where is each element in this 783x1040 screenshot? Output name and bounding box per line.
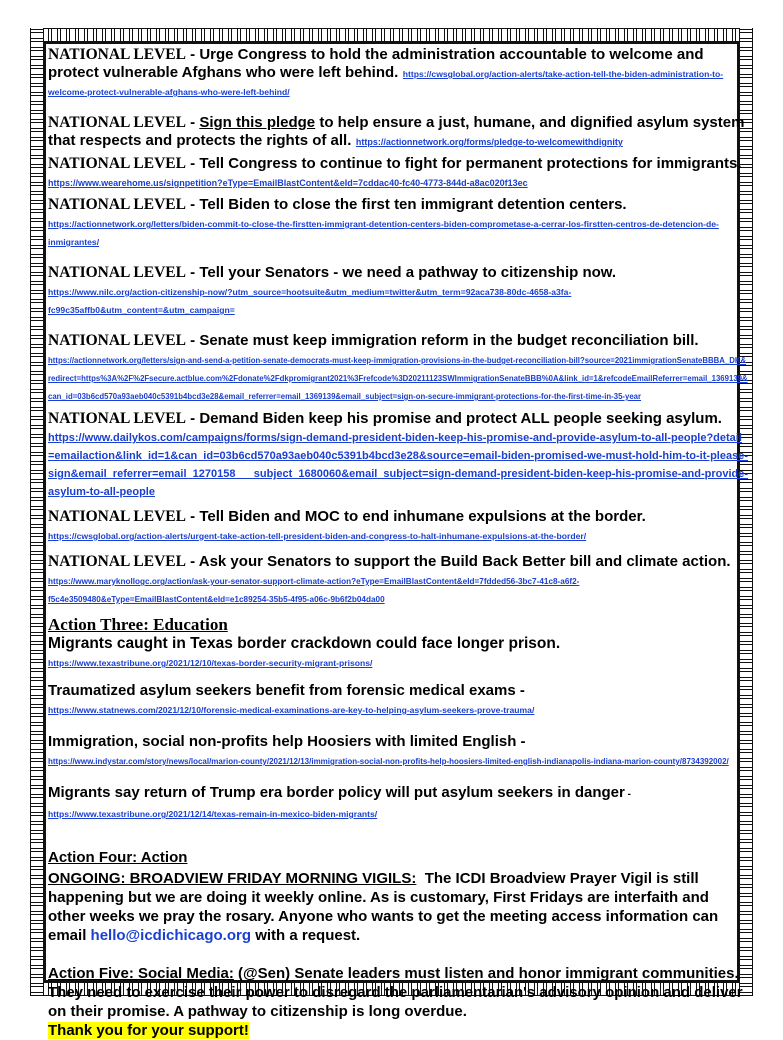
email-link[interactable]: hello@icdichicago.org — [90, 927, 252, 944]
vigil-lead: ONGOING: BROADVIEW FRIDAY MORNING VIGILS: — [48, 870, 417, 887]
item-text: Ask your Senators to support the Build Back Better bill and climate action. — [198, 553, 731, 570]
section-education-title: Action Three: Education — [48, 615, 228, 634]
item-link[interactable]: https://www.wearehome.us/signpetition?eType=EmailBlastContent&eId=7cddac40-fc40-4773-844d-a8ac020f13ec — [48, 178, 528, 188]
level-label: NATIONAL LEVEL — [48, 332, 186, 349]
item-text: Senate must keep immigration reform in the budget reconciliation bill. — [199, 332, 699, 349]
item-link[interactable]: https://cwsglobal.org/action-alerts/take-action-tell-the-biden-administration-to-welcome-protect-vulnerable-afghans-who-were-left-behind/ — [48, 69, 724, 97]
action-item — [48, 508, 748, 544]
separator: - — [185, 332, 200, 349]
item-link[interactable]: https://actionnetwork.org/letters/sign-and-send-a-petition-senate-democrats-must-keep-immigration-provisions-in-the-budget-reconciliation-bill?source=2021immigrationSenateBBBA_DK&redirect=https%3A%2F%2Fsecure.actblue.com%2Fdonate%2Fdkpromigrant2021%3Frefcode%3D20211123SWImmigrationSenateBBB%0A&link_id=1&refcodeEmailReferrer=email_1369139&can_id=03b6cd570a93aeb040c5391b4bcd3e28&email_referrer=email_1369139&email_subject=sign-on-secure-immigrant-protections-for-the-first-time-in-35-year — [48, 356, 748, 401]
vigil-body: The ICDI Broadview Prayer Vigil is still happening but we are doing it weekly online. As is customary, First Fridays are interfaith and other weeks we pray the rosary. Anyone who wants to get the meeting access information can email — [48, 870, 719, 944]
article-link[interactable]: https://www.texastribune.org/2021/12/10/texas-border-security-migrant-prisons/ — [48, 658, 373, 668]
separator: - — [185, 553, 199, 570]
item-text: Demand Biden keep his promise and protect ALL people seeking asylum. — [199, 410, 722, 427]
education-article — [48, 634, 748, 671]
item-link[interactable]: https://cwsglobal.org/action-alerts/urgent-take-action-tell-president-biden-and-congress-to-halt-inhumane-expulsions-at-the-border/ — [48, 531, 587, 541]
social-media-paragraph — [48, 964, 748, 1040]
article-link[interactable]: https://www.indystar.com/story/news/local/marion-county/2021/12/13/immigration-social-non-profits-help-hoosiers-limited-english-indianapolis-indiana-marion-county/8734392002/ — [48, 757, 729, 766]
separator: - — [185, 264, 200, 281]
section-action-four-title: Action Four: Action — [48, 849, 188, 866]
item-link[interactable]: https://www.dailykos.com/campaigns/forms/sign-demand-president-biden-keep-his-promise-and-provide-asylum-to-all-people?detail=emailaction&link_id=1&can_id=03b6cd570a93aeb040c5391b4bcd3e28&source=email-biden-promised-we-must-hold-him-to-it-please-sign&email_referrer=email_1270158___subject_1680060&email_subject=sign-demand-president-biden-keep-his-promise-and-provide-asylum-to-all-people — [48, 432, 749, 498]
item-link[interactable]: https://www.maryknollogc.org/action/ask-your-senator-support-climate-action?eType=EmailBlastContent&eId=7fdded56-3bc7-41c8-a6f2-f5c4e3509480&eType=EmailBlastContent&eId=e1c89254-35b5-4f95-a06c-9b6f2b04da00 — [48, 577, 580, 604]
action-item — [48, 264, 748, 318]
separator: - — [185, 46, 200, 63]
action-item — [48, 332, 748, 404]
action-item — [48, 46, 748, 100]
item-text: Tell your Senators - we need a pathway to citizenship now. — [199, 264, 617, 281]
border-top — [30, 28, 753, 42]
pledge-link[interactable]: Sign this pledge — [199, 114, 316, 131]
separator: - — [185, 508, 200, 525]
education-article — [48, 783, 748, 822]
article-headline: Traumatized asylum seekers benefit from forensic medical exams - — [48, 682, 525, 699]
action-item — [48, 553, 748, 607]
level-label: NATIONAL LEVEL — [48, 508, 186, 525]
education-article — [48, 681, 748, 718]
level-label: NATIONAL LEVEL — [48, 410, 186, 427]
level-label: NATIONAL LEVEL — [48, 553, 186, 570]
item-link[interactable]: https://actionnetwork.org/letters/biden-commit-to-close-the-firstten-immigrant-detention-centers-biden-comprometase-a-cerrar-los-firstten-centros-de-detencion-de-inmigrantes/ — [48, 219, 719, 247]
action-item — [48, 114, 748, 150]
separator: - — [185, 410, 200, 427]
document-body — [48, 46, 748, 1040]
social-media-body: (@Sen) Senate leaders must listen and honor immigrant communities. They need to exercise their power to disregard the parliamentarian's advisory opinion and deliver on their promise. A pathway to citizenship is long overdue. — [48, 965, 743, 1020]
social-media-lead: Action Five: Social Media: — [48, 965, 234, 982]
level-label: NATIONAL LEVEL — [48, 196, 186, 213]
article-headline: Immigration, social non-profits help Hoosiers with limited English - — [48, 733, 526, 750]
level-label: NATIONAL LEVEL — [48, 264, 186, 281]
vigil-tail: with a request. — [255, 927, 361, 944]
item-text: Tell Biden and MOC to end inhumane expulsions at the border. — [199, 508, 646, 525]
article-headline: Migrants say return of Trump era border policy will put asylum seekers in danger — [48, 784, 625, 801]
level-label: NATIONAL LEVEL — [48, 114, 186, 131]
border-left — [30, 28, 44, 996]
action-item — [48, 196, 748, 250]
level-label: NATIONAL LEVEL — [48, 46, 186, 63]
article-tail: - — [624, 789, 631, 800]
item-link[interactable]: https://www.nilc.org/action-citizenship-now/?utm_source=hootsuite&utm_medium=twitter&utm_term=92aca738-80dc-4658-a3fa-fc99c35affb0&utm_content=&utm_campaign= — [48, 287, 572, 315]
level-label: NATIONAL LEVEL — [48, 155, 186, 172]
item-text: Urge Congress to hold the administration accountable to welcome and protect vulnerable Afghans who were left behind. — [48, 46, 704, 81]
item-link[interactable]: https://actionnetwork.org/forms/pledge-to-welcomewithdignity — [355, 137, 623, 147]
action-item — [48, 410, 748, 500]
separator: - — [185, 155, 200, 172]
article-link[interactable]: https://www.statnews.com/2021/12/10/forensic-medical-examinations-are-key-to-helping-asylum-seekers-prove-trauma/ — [48, 705, 535, 715]
article-headline: Migrants caught in Texas border crackdown could face longer prison. — [48, 635, 561, 652]
article-link[interactable]: https://www.texastribune.org/2021/12/14/texas-remain-in-mexico-biden-migrants/ — [48, 809, 378, 819]
separator: - — [185, 196, 200, 213]
item-text: Tell Congress to continue to fight for permanent protections for immigrants. — [199, 155, 742, 172]
vigil-paragraph — [48, 869, 748, 945]
education-article — [48, 732, 748, 769]
item-text: to help ensure a just, humane, and dignified asylum system that respects and protects the rights of all. — [48, 114, 745, 149]
action-item — [48, 155, 748, 191]
item-text: Tell Biden to close the first ten immigrant detention centers. — [199, 196, 627, 213]
separator: - — [185, 114, 200, 131]
thank-you-note: Thank you for your support! — [48, 1022, 249, 1039]
